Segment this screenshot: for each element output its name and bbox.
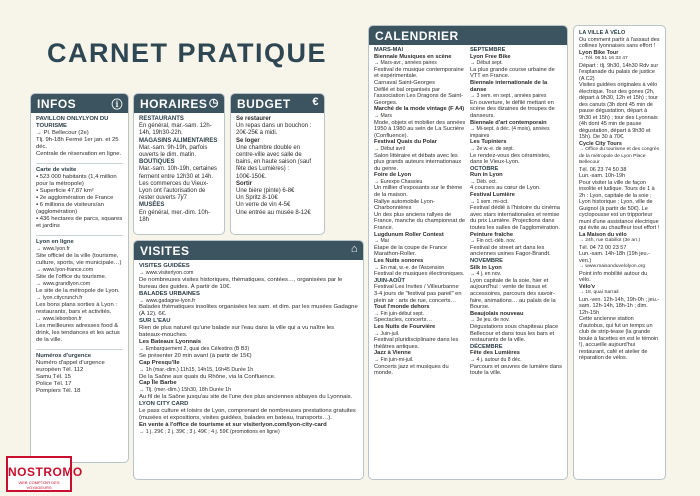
text-line: Dégustations sous chapiteau place Bellecour et dans tous les bars et restaurants de la ville. [470, 323, 559, 344]
text-line: La Maison du vélo [579, 231, 627, 238]
text-line: Les Nuits sonores [374, 258, 424, 264]
infos-net-title: Lyon en ligne [36, 239, 74, 245]
text-line: → Mai [374, 238, 389, 245]
text-line: Au fil de la Saône jusqu'au site de l'une des plus anciennes abbayes du Lyonnais. [139, 394, 353, 401]
text-line: → Mars-avr., années paires [374, 60, 437, 67]
budget-title: BUDGET [237, 97, 291, 111]
infos-urg [36, 349, 123, 395]
infos-line: → Pl. Bellecour (2e) [36, 130, 89, 136]
text-line: → 1 j. 29€ ; 2 j. 39€ ; 3 j. 49€ ; 4 j. 59€ (promotions en ligne) [139, 428, 280, 435]
text-line: Lun.-sam. 10h-19h [579, 173, 626, 179]
text-line: Se présenter 20 min avant (à partir de 15€) [139, 352, 252, 359]
text-line: Visites guidées originales à vélo électrique. Tour des gones (2h, départ à 9h30, 12h et 15h) ; tour des canuts (3h dont 45 min de pause dégustation, départ à 9h30 et 15h) ; tour des Lyonnais (4h dont 45 min de pause dégustation, départ à 9h30 et 15h). De 30 à 70€. [579, 82, 658, 140]
calendrier-col-1 [374, 47, 466, 377]
text-line: → Tél. 06 51 16 33 47 [579, 56, 628, 61]
text-line: → www.maisonduvelolyon.org [579, 264, 646, 269]
text-line: Les commerces du Vieux-Lyon ont l'autorisation de rester ouverts 7j/7 [139, 180, 209, 202]
text-line: Cycle City Tours [579, 140, 622, 147]
text-line: Point info mobilité autour du vélo. [579, 270, 648, 283]
text-line: → Fin juin-début sept. [374, 310, 424, 317]
text-line: Carnaval Saint-Georges [374, 79, 436, 86]
infos-line: PAVILLON ONLYLYON DU TOURISME [36, 116, 109, 129]
text-line: De la Saône aux quais du Rhône, via la Confluence. [139, 373, 276, 380]
text-line: Police Tél. 17 [36, 381, 72, 387]
text-line: Balades thématiques insolites organisées les sam. et dim. par les musées Gadagne (À 12). 6€. [139, 304, 358, 318]
text-line: Le rendez-vous des céramistes, dans le Vieux-Lyon. [470, 152, 551, 166]
text-line: Silk in Lyon [470, 264, 502, 271]
text-line: ▪ 436 hectares de parcs, squares et jardins [36, 216, 123, 229]
text-line: Une entrée au musée 8-12€ [236, 209, 311, 216]
page-title: CARNET PRATIQUE [47, 38, 328, 68]
monument-icon: ⌂ [350, 243, 358, 255]
text-line: Cap Île Barbe [139, 380, 177, 387]
infos-carte-title: Carte de visite [36, 167, 77, 173]
text-line: → Embarquement 2, quai des Célestins (B B3) [139, 345, 250, 352]
text-line: Tél. 04 72 00 23 57 [579, 244, 627, 251]
text-line: Un repas dans un bouchon : 20€-25€ à midi. [236, 123, 312, 137]
text-line: ▪ 6 millions de visiteurs/an (agglomération) [36, 202, 104, 215]
velo-body [574, 26, 665, 365]
text-line: Site de l'office du tourisme. [36, 274, 107, 280]
text-line: Une chambre double en centre-ville avec salle de bains, en haute saison (sauf fête des Lumières) : 100€-150€. [236, 144, 312, 180]
nostromo-logo [6, 456, 83, 492]
text-line: BOUTIQUES [139, 159, 175, 166]
calendrier-col-2 [470, 47, 564, 377]
text-line: 3-4 jours de "festival pas pareil" en plein air : arts de rue, concerts… [374, 290, 462, 304]
text-line: → lyon.citycrunch.fr [36, 295, 83, 301]
text-line: Beaujolais nouveau [470, 310, 524, 317]
text-line: Les Nuits de Fourvière [374, 323, 436, 330]
text-line: Un millier d'exposants sur le thème de la maison. [374, 185, 463, 199]
text-line: → www.visiterlyon.com [139, 269, 194, 276]
text-line: → www.lebonbon.fr [36, 316, 82, 322]
text-line: ▪ Superficie 47,87 km² [36, 188, 94, 194]
text-line: Festival pluridisciplinaire dans les théâtres antiques. [374, 337, 459, 350]
text-line: → En mai, w.-e. de l'Ascension [374, 264, 445, 271]
text-line: ▪ 523 000 habitants (1,4 million pour la métropole) [36, 174, 117, 187]
text-line: Biennale internationale de la danse [470, 79, 548, 93]
text-line: Cette ancienne station d'autobus, qui fut un temps un club de strip-tease (la grande boule à facettes en est le témoin !), accueille aujourd'hui restaurant, café et atelier de réparation de vélos. [579, 316, 659, 361]
text-line: Concerts jazz et musiques du monde. [374, 363, 449, 377]
text-line: → 3 sem. en sept., années paires [470, 93, 547, 100]
text-line: → 3e jeu. de nov. [470, 317, 510, 324]
text-line: LYON CITY CARD [139, 401, 189, 408]
budget-body [231, 113, 324, 220]
text-line: Mode, objets et mobilier des années 1950 à 1980 au sein de La Sucrière (Confluence). [374, 119, 466, 139]
text-line: Les bons plans sorties à Lyon : restaurants, bars et activités. [36, 302, 117, 315]
text-line: → 4 j. autour du 8 déc. [470, 356, 522, 363]
text-line: De nombreuses visites historiques, thématiques, contées…, organisées par le bureau des guides. À partir de 10€. [139, 276, 343, 290]
text-line: Le site de la métropole de Lyon. [36, 288, 120, 294]
text-line: Marché de la mode vintage (F A4) [374, 106, 465, 113]
text-line: Festival Lumière [470, 192, 515, 199]
text-line: Lyon capitale de la soie, hier et aujourd'hui : vente de tissus et accessoires, parcours des savoir-faire, animations… au palais de la Bourse. [470, 277, 556, 311]
text-line: Biennale d'art contemporain [470, 119, 547, 126]
text-line: 4 courses au cœur de Lyon. [470, 185, 541, 192]
text-line: Un Spritz 8-10€ [236, 195, 278, 202]
text-line: → www.gadagne-lyon.fr [139, 297, 196, 304]
text-line: → www.grandlyon.com [36, 281, 91, 287]
text-line: Run in Lyon [470, 172, 503, 179]
text-line: Lyon Bike Tour [579, 49, 619, 56]
text-line: → 4 j. en nov. [470, 271, 502, 278]
info-icon: ⓘ [111, 99, 123, 111]
text-line: Tout l'monde dehors [374, 304, 430, 311]
infos-body [31, 113, 128, 398]
text-line: Se loger [236, 137, 260, 144]
text-line: Pompiers Tél. 18 [36, 388, 81, 394]
text-line: NOVEMBRE [470, 258, 503, 264]
text-line: Vélo'v [579, 283, 595, 290]
text-line: Lugdunum Roller Contest [374, 231, 444, 238]
text-line: RESTAURANTS [139, 116, 184, 122]
clock-icon: ◷ [208, 97, 219, 109]
text-line: En vente à l'office de tourisme et sur visiterlyon.com/lyon-city-card [139, 421, 327, 428]
text-line: SUR L'EAU [139, 318, 171, 325]
calendrier-header [369, 26, 567, 45]
text-line: JUIN-AOÛT [374, 277, 405, 284]
text-line: Festival de musiques électroniques. [374, 271, 465, 278]
text-line: DÉCEMBRE [470, 343, 503, 350]
logo-subtitle: WEB COMPTOIR DES VOYAGEURS [18, 480, 60, 490]
text-line: Mar.-sam. 9h-19h, parfois ouverts le dim. matin. [139, 144, 208, 159]
text-line: ▪ 2e agglomération de France [36, 195, 114, 201]
text-line: Une bière (pinte) 6-8€ [236, 188, 295, 195]
text-line: Jazz à Vienne [374, 350, 411, 357]
text-line: → www.lyon.fr [36, 246, 70, 252]
text-line: En général, mar.-sam. 12h-14h, 19h30-22h. [139, 123, 212, 137]
budget-panel [230, 93, 325, 235]
visites-panel [133, 240, 364, 480]
text-line: → 1 sem. mi-oct. [470, 198, 509, 205]
text-line: Départ : tlj. 9h30, 14h30 Rdv sur l'esplanade du palais de justice (A C2) [579, 62, 659, 82]
text-line: BALADES URBAINES [139, 290, 200, 297]
text-line: → 18, quai Sarrail [579, 290, 619, 295]
logo-name: NOSTROMO [8, 465, 83, 479]
text-line: Biennale Musiques en scène [374, 53, 452, 60]
visites-body [134, 260, 363, 439]
text-line: Les Bateaux Lyonnais [139, 338, 201, 345]
text-line: La plus grande course urbaine de VTT en France. [470, 66, 555, 80]
calendrier-panel [368, 25, 568, 480]
text-line: Un des plus anciens rallyes de France, manche du championnat de France. [374, 211, 466, 232]
text-line: Rallye automobile Lyon-Charbonnières [374, 198, 435, 212]
text-line: Cap Presqu'île [139, 359, 180, 366]
text-line: Site officiel de la ville (tourisme, culture, sports, vie municipale…) [36, 253, 122, 266]
text-line: → 24h, rue Gabillot (3e arr.) [579, 238, 641, 243]
text-line: → Début sept. [470, 60, 503, 67]
text-line: → Déb. oct. [470, 178, 497, 185]
text-line: Festival de street art dans les anciennes usines Fagor-Brandt. [470, 244, 551, 258]
infos-line: Tlj. 9h-18h Fermé 1er jan. et 25 déc. [36, 137, 119, 150]
text-line: MUSÉES [139, 202, 165, 209]
text-line: Lyon Free Bike [470, 53, 511, 60]
text-line: → 2e w.-e. de sept. [470, 145, 515, 152]
velo-panel [573, 25, 666, 480]
text-line: Lun.-ven. 12h-14h, 19h-0h ; jeu.-sam. 12h-14h, 18h-1h ; dim. 12h-15h [579, 296, 660, 316]
infos-line: Centrale de réservation en ligne. [36, 151, 122, 157]
text-line: Festival Quais du Polar [374, 139, 437, 146]
text-line: Festival de musique contemporaine et expérimentale. [374, 66, 464, 80]
text-line: Étape de la coupe de France Marathon-Roller. [374, 244, 448, 258]
infos-net [36, 235, 123, 344]
horaires-panel [133, 93, 225, 235]
text-line: → Juin-juil. [374, 330, 400, 337]
text-line: → Office du tourisme et des congrès de la métropole de Lyon Place Bellecour [579, 147, 660, 165]
text-line: Ou comment partir à l'assaut des collines lyonnaises sans effort ! [579, 36, 660, 49]
text-line: Les Tupiniers [470, 139, 507, 146]
text-line: En ouverture, le défilé mettant en scène des dizaines de troupes de danseurs. [470, 99, 555, 119]
horaires-body [134, 113, 224, 227]
calendrier-body [369, 45, 567, 480]
infos-title: INFOS [37, 97, 77, 111]
text-line: Se restaurer [236, 116, 272, 122]
text-line: Le pass culture et loisirs de Lyon, comprenant de nombreuses prestations gratuites (musées et expositions, visites guidées, balades en bateau, transports…). [139, 408, 356, 421]
text-line: Rien de plus naturel qu'une balade sur l'eau dans la ville qui a vu naître les bateaux-mouches. [139, 325, 335, 339]
horaires-title: HORAIRES [140, 97, 208, 111]
infos-panel [30, 93, 129, 463]
infos-urg-title: Numéros d'urgence [36, 353, 92, 359]
text-line: → Début avril [374, 145, 405, 152]
text-line: → www.lyon-france.com [36, 267, 94, 273]
text-line: MARS-MAI [374, 47, 404, 53]
text-line: Salon littéraire et débats avec les plus grands auteurs internationaux du genre. [374, 152, 462, 172]
text-line: OCTOBRE [470, 165, 499, 172]
text-line: MAGASINS ALIMENTAIRES [139, 137, 218, 144]
text-line: Sortir [236, 180, 253, 187]
text-line: Un verre de vin 4-5€ [236, 202, 291, 209]
text-line: Fête des Lumières [470, 350, 520, 357]
text-line: Les meilleures adresses food & drink, les tendances et les actus de la ville. [36, 323, 120, 343]
budget-header [231, 94, 324, 113]
text-line: → Mi-sept. à déc. (4 mois), années impaires [470, 126, 550, 139]
text-line: Parcours et œuvres de lumière dans toute la ville. [470, 363, 562, 377]
text-line: → Eurexpo Chassieu [374, 178, 423, 185]
horaires-header [134, 94, 224, 113]
text-line: Lun.-sam. 14h-18h (19h jeu.-ven.) [579, 251, 650, 264]
text-line: Festival Les Invites / Villeurbanne [374, 284, 459, 291]
text-line: Festival dédié à l'histoire du cinéma avec stars internationales et remise du prix Lumière. Projections dans toutes les salles de l'agglomération. [470, 205, 560, 232]
text-line: Tél. 06 23 74 50 38 [579, 166, 627, 173]
text-line: → Fin oct.-déb. nov. [470, 238, 516, 245]
calendrier-title: CALENDRIER [375, 29, 459, 43]
text-line: En général, mer.-dim. 10h-18h [139, 209, 211, 223]
text-line: Défilé et bal organisés par l'association Les Dragons de Saint-Georges. [374, 86, 463, 106]
text-line: Pour visiter la ville de façon insolite et ludique. Tours de 1 à 2h : Lyon, capitale de la soie ; Lyon historique ; Lyon, ville de Guignol (à partir de 50€). Le cyclopousse est un tripporteur muni d'une assistance électrique qui évite au chauffeur tout effort ! [579, 179, 660, 231]
infos-header [31, 94, 128, 113]
text-line: Samu Tél. 15 [36, 374, 71, 380]
text-line: → 1h (mar.-dim.) 11h15, 14h15, 16h45 Durée 1h [139, 366, 254, 373]
text-line: Mar.-sam. 10h-19h, certaines ferment entre 12h30 et 14h. [139, 166, 218, 180]
text-line: Spectacles, concerts… [374, 317, 433, 324]
text-line: VISITES GUIDÉES [139, 263, 190, 269]
text-line: Foire de Lyon [374, 172, 412, 179]
visites-header [134, 241, 363, 260]
text-line: → Tlj. (mer.-dim.) 15h30, 18h Durée 1h [139, 387, 232, 394]
text-line: Peinture fraîche [470, 231, 513, 238]
text-line: SEPTEMBRE [470, 47, 506, 53]
infos-carte [36, 163, 123, 230]
text-line: → Fin juin-mi-juil. [374, 356, 414, 363]
velo-title: LA VILLE À VÉLO [579, 30, 626, 36]
text-line: Numéro d'appel d'urgence européen Tél. 112 [36, 360, 105, 373]
visites-title: VISITES [140, 244, 190, 258]
money-icon: € [312, 96, 319, 108]
text-line: → Mars [374, 112, 392, 119]
